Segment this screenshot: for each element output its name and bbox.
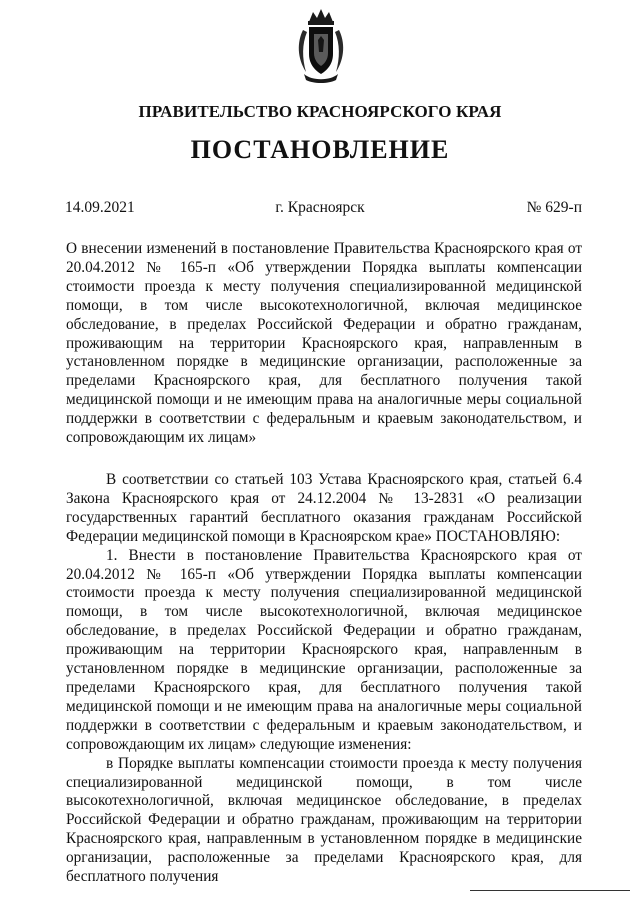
organization-title: ПРАВИТЕЛЬСТВО КРАСНОЯРСКОГО КРАЯ <box>138 102 502 121</box>
body-paragraph: 1. Внести в постановление Правительства Красноярского края от 20.04.2012 № 165-п «Об утверждении Порядка выплаты компенсации стоимости проезда к месту получения специализированной медицинской помощи, в том числе высокотехнологичной, включая медицинское обследование, в пределах Российской Федерации и обратно гражданам, проживающим на территории Красноярского края, направленным в установленном порядке в медицинские организации, расположенные за пределами Красноярского края, для бесплатного получения такой медицинской помощи и не имеющим права на аналогичные меры социальной поддержки в соответствии с федеральным и краевым законодательством, и сопровождающим их лицам» следующие изменения: <box>66 546 582 753</box>
body-paragraph: в Порядке выплаты компенсации стоимости проезда к месту получения специализированной медицинской помощи, в том числе высокотехнологичной, включая медицинское обследование, в пределах Российской Федерации и обратно гражданам, проживающим на территории Красноярского края, направленным в установленном порядке в медицинские организации, расположенные за пределами Красноярского края, для бесплатного получения <box>66 754 582 886</box>
coat-of-arms-icon <box>294 6 348 84</box>
document-number: № 629-п <box>526 199 582 216</box>
document-city: г. Красноярск <box>275 199 365 216</box>
footer-rule <box>470 890 630 891</box>
document-subject: О внесении изменений в постановление Правительства Красноярского края от 20.04.2012 № 165-п «Об утверждении Порядка выплаты компенсации стоимости проезда к месту получения специализированной медицинской помощи, в том числе высокотехнологичной, включая медицинское обследование, в пределах Российской Федерации и обратно гражданам, проживающим на территории Красноярского края, направленным в установленном порядке в медицинские организации, расположенные за пределами Красноярского края, для бесплатного получения такой медицинской помощи и не имеющим права на аналогичные меры социальной поддержки в соответствии с федеральным и краевым законодательством, и сопровождающим их лицам» <box>66 240 582 447</box>
document-type-heading: ПОСТАНОВЛЕНИЕ <box>190 135 450 164</box>
document-date: 14.09.2021 <box>65 199 135 216</box>
document-body <box>66 471 582 887</box>
body-paragraph: В соответствии со статьей 103 Устава Красноярского края, статьей 6.4 Закона Красноярского края от 24.12.2004 № 13-2831 «О реализации государственных гарантий бесплатного оказания гражданам Российской Федерации медицинской помощи в Красноярском крае» ПОСТАНОВЛЯЮ: <box>66 471 582 545</box>
